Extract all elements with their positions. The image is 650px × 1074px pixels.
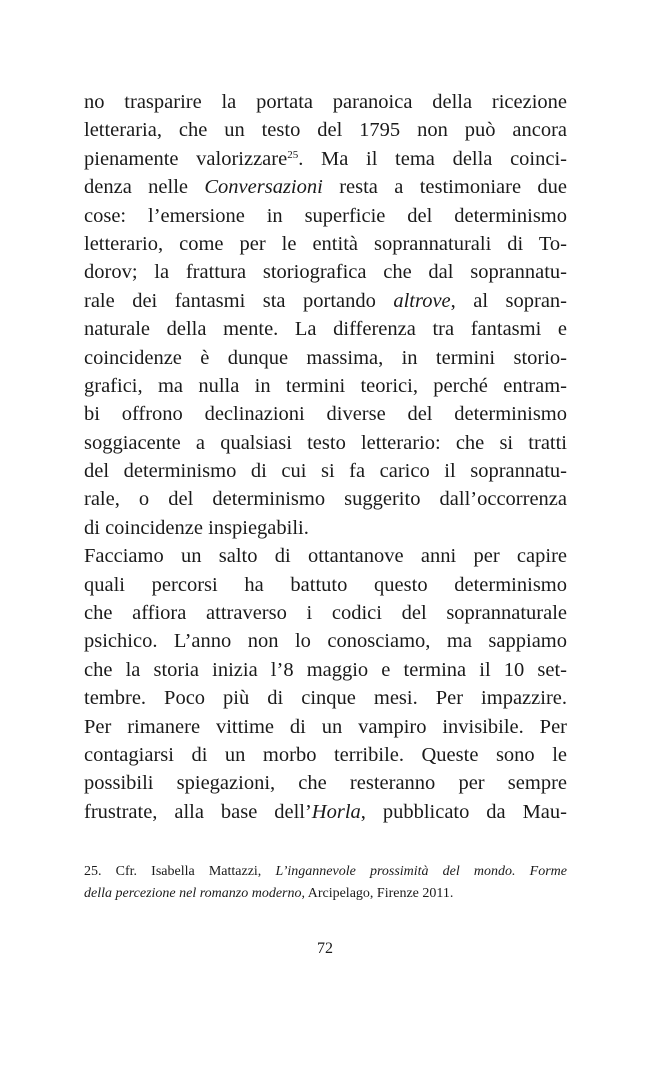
- text-line: naturale della mente. La differenza tra fantasmi e: [84, 318, 567, 341]
- text-line: bi offrono declinazioni diverse del determinismo: [84, 403, 567, 426]
- text-line: rale dei fantasmi sta portando altrove, al sopran-: [84, 289, 567, 312]
- text-line: contagiarsi di un morbo terribile. Queste sono le: [84, 743, 567, 766]
- italic-title: Conversazioni: [204, 176, 323, 199]
- text-line: dorov; la frattura storiografica che dal soprannatu-: [84, 261, 567, 284]
- italic-word: altrove: [393, 289, 451, 312]
- text-line: letteraria, che un testo del 1795 non può ancora: [84, 119, 567, 142]
- footnote: [84, 861, 567, 905]
- text-line: che affiora attraverso i codici del soprannaturale: [84, 602, 567, 625]
- footnote-ref: 25: [287, 148, 299, 161]
- footnote-title: L’ingannevole prossimità del mondo. Forme: [275, 864, 567, 879]
- text-line: Facciamo un salto di ottantanove anni per capire: [84, 545, 567, 568]
- text-line: no trasparire la portata paranoica della ricezione: [84, 91, 567, 113]
- text-line: possibili spiegazioni, che resteranno per sempre: [84, 772, 567, 795]
- text-line: coincidenze è dunque massima, in termini storio-: [84, 346, 567, 369]
- text-line: soggiacente a qualsiasi testo letterario: che si tratti: [84, 431, 567, 454]
- text-line: Per rimanere vittime di un vampiro invisibile. Per: [84, 715, 567, 738]
- text-line: frustrate, alla base dell’Horla, pubblicato da Mau-: [84, 800, 567, 823]
- footnote-title: della percezione nel romanzo moderno: [84, 886, 302, 901]
- body-text: [84, 88, 567, 826]
- footnote-line: della percezione nel romanzo moderno, Arcipelago, Firenze 2011.: [84, 886, 454, 901]
- text-line: letterario, come per le entità soprannaturali di To-: [84, 232, 567, 255]
- italic-title: Horla: [311, 800, 361, 823]
- footnote-line: 25. Cfr. Isabella Mattazzi, L’ingannevole prossimità del mondo. Forme: [84, 864, 567, 879]
- text-line: denza nelle Conversazioni resta a testimoniare due: [84, 176, 568, 199]
- text-line: che la storia inizia l’8 maggio e termina il 10 set-: [84, 658, 567, 681]
- text-line: quali percorsi ha battuto questo determinismo: [84, 573, 567, 596]
- text-line: pienamente valorizzare$^{25}$. Ma il tema della coinci-: [84, 147, 567, 170]
- page-number: 72: [317, 940, 333, 957]
- text-line: grafici, ma nulla in termini teorici, perché entram-: [84, 374, 567, 397]
- text-line: tembre. Poco più di cinque mesi. Per impazzire.: [84, 687, 567, 710]
- text-line: cose: l’emersione in superficie del determinismo: [84, 204, 567, 227]
- text-line: psichico. L’anno non lo conosciamo, ma sappiamo: [84, 630, 567, 653]
- text-line: rale, o del determinismo suggerito dall’occorrenza: [84, 488, 567, 511]
- text-line: di coincidenze inspiegabili.: [84, 516, 309, 539]
- text-line: del determinismo di cui si fa carico il soprannatu-: [84, 460, 567, 483]
